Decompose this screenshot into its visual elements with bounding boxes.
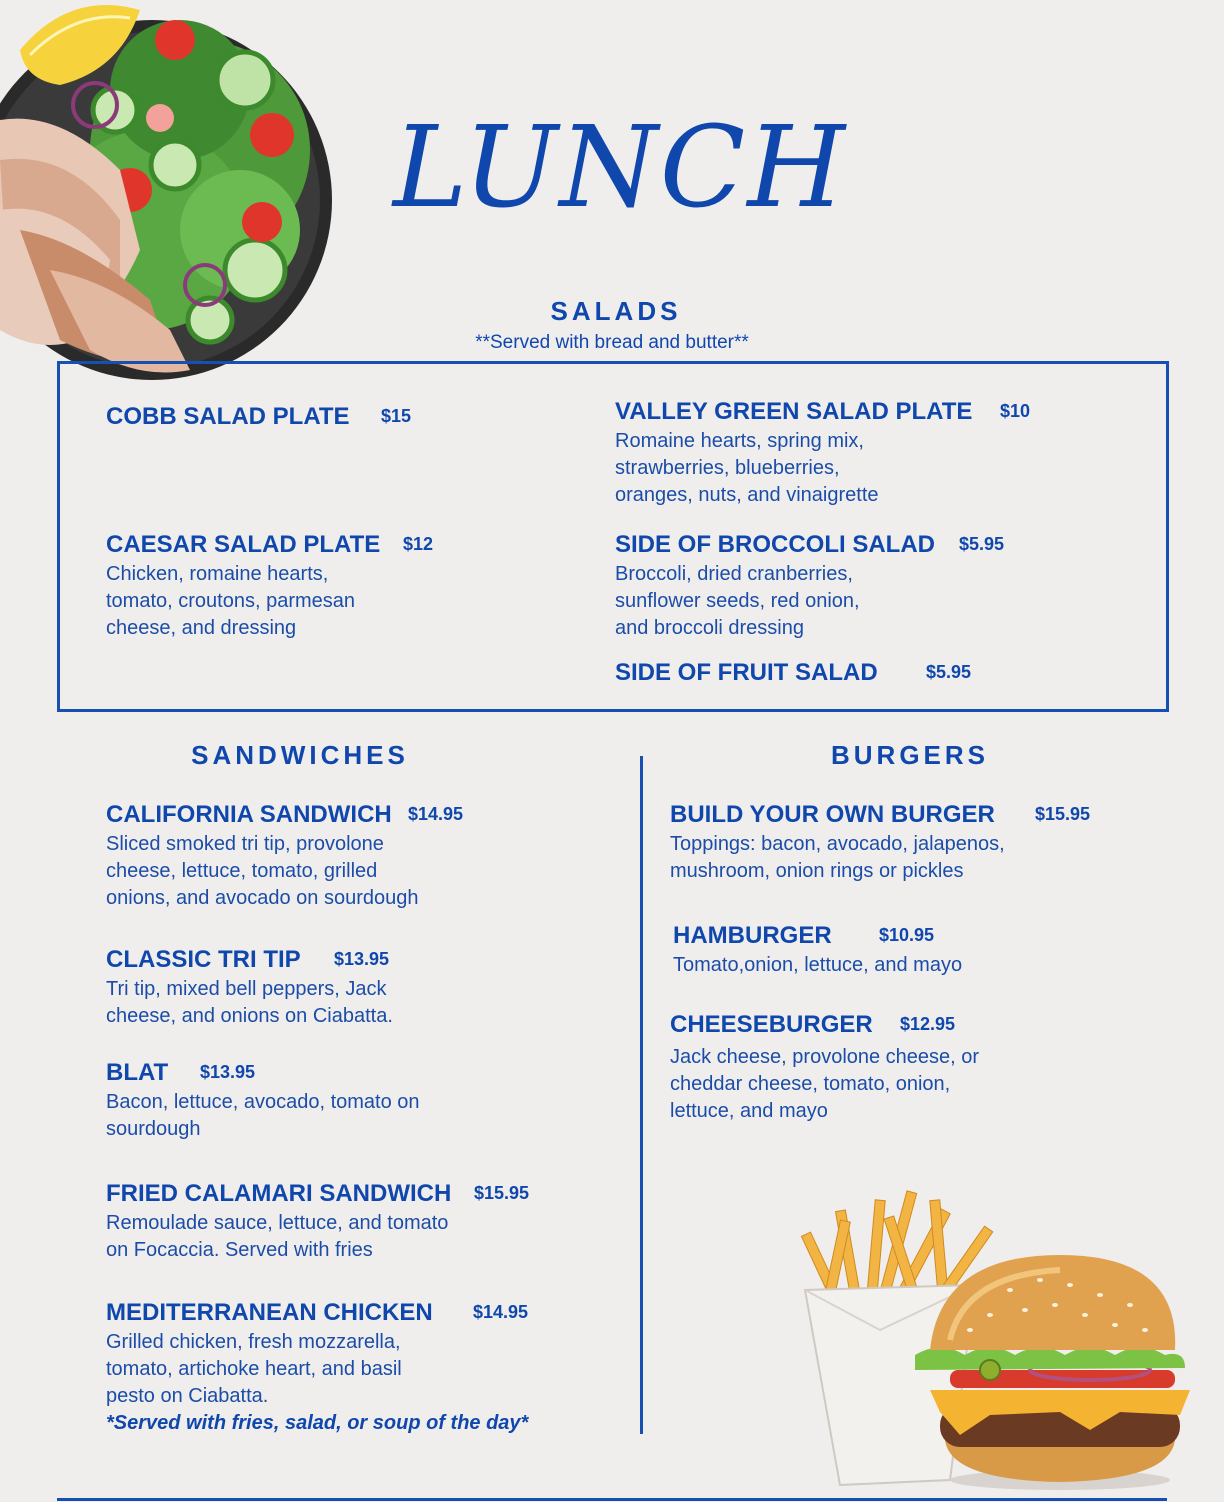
salads-note: **Served with bread and butter**: [475, 332, 749, 353]
burger-and-fries-illustration: [790, 1190, 1190, 1490]
item-description: Jack cheese, provolone cheese, or cheddar cheese, tomato, onion, lettuce, and mayo: [670, 1046, 980, 1122]
item-name: HAMBURGER: [673, 922, 832, 949]
burgers-heading: BURGERS: [830, 740, 989, 770]
item-price: $13.95: [334, 949, 390, 969]
column-divider: [640, 756, 643, 1434]
item-name: FRIED CALAMARI SANDWICH: [106, 1180, 452, 1207]
item-description: Broccoli, dried cranberries, sunflower seeds, red onion, and broccoli dressing: [615, 563, 860, 639]
item-description: Sliced smoked tri tip, provolone cheese, lettuce, tomato, grilled onions, and avocado on sourdough: [106, 833, 419, 909]
item-name: SIDE OF FRUIT SALAD: [615, 659, 878, 686]
sides-note: *Served with fries, salad, or soup of the day*: [106, 1412, 529, 1434]
item-price: $15: [381, 406, 412, 426]
item-description: Bacon, lettuce, avocado, tomato on sourdough: [106, 1091, 420, 1140]
item-description: Remoulade sauce, lettuce, and tomato on Focaccia. Served with fries: [106, 1212, 449, 1261]
item-price: $14.95: [473, 1302, 529, 1322]
item-name: BLAT: [106, 1059, 169, 1086]
item-price: $14.95: [408, 804, 464, 824]
sandwiches-heading: SANDWICHES: [191, 740, 409, 770]
item-price: $12.95: [900, 1014, 956, 1034]
item-description: Tomato,onion, lettuce, and mayo: [673, 954, 963, 976]
item-price: $13.95: [200, 1062, 256, 1082]
item-description: Tri tip, mixed bell peppers, Jack cheese, and onions on Ciabatta.: [106, 978, 393, 1027]
item-price: $15.95: [1035, 804, 1091, 824]
item-name: CLASSIC TRI TIP: [106, 946, 301, 973]
item-price: $5.95: [959, 534, 1005, 554]
page-title: LUNCH: [392, 103, 847, 233]
item-name: BUILD YOUR OWN BURGER: [670, 801, 995, 828]
item-name: COBB SALAD PLATE: [106, 403, 350, 430]
item-description: Chicken, romaine hearts, tomato, croutons, parmesan cheese, and dressing: [106, 563, 356, 639]
item-price: $10.95: [879, 925, 935, 945]
item-price: $10: [1000, 401, 1031, 421]
item-description: Grilled chicken, fresh mozzarella, tomato, artichoke heart, and basil pesto on Ciabatta.: [106, 1331, 402, 1407]
item-description: Toppings: bacon, avocado, jalapenos, mushroom, onion rings or pickles: [670, 833, 1005, 882]
item-name: MEDITERRANEAN CHICKEN: [106, 1299, 433, 1326]
item-price: $15.95: [474, 1183, 530, 1203]
item-price: $12: [403, 534, 434, 554]
item-name: VALLEY GREEN SALAD PLATE: [615, 398, 973, 425]
item-name: CHEESEBURGER: [670, 1011, 873, 1038]
item-name: CALIFORNIA SANDWICH: [106, 801, 392, 828]
item-name: SIDE OF BROCCOLI SALAD: [615, 531, 936, 558]
item-name: CAESAR SALAD PLATE: [106, 531, 381, 558]
item-price: $5.95: [926, 662, 972, 682]
item-description: Romaine hearts, spring mix, strawberries, blueberries, oranges, nuts, and vinaigrette: [615, 430, 879, 506]
salads-heading: SALADS: [550, 296, 682, 326]
bottom-rule: [57, 1498, 1167, 1501]
